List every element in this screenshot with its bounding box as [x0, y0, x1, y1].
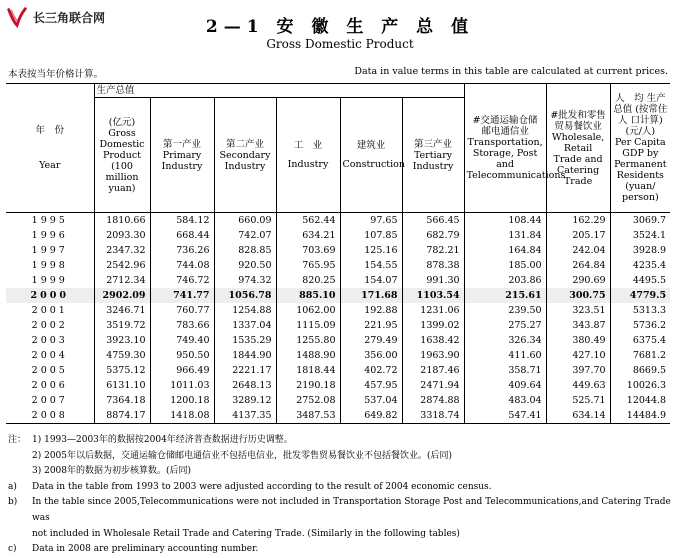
- footnote-text: not included in Wholesale Retail Trade and Catering Trade. (Similarly in the following tables): [32, 528, 460, 539]
- transport-cell: 108.44: [464, 213, 546, 229]
- footnote-mark: 注：: [8, 435, 27, 445]
- table-row: [6, 378, 670, 393]
- page-subtitle: Gross Domestic Product: [266, 37, 414, 51]
- construction-cell: 192.88: [340, 303, 402, 318]
- construction-cell: 97.65: [340, 213, 402, 229]
- header-row-1: [6, 84, 670, 98]
- secondary-cell: 1337.04: [214, 318, 276, 333]
- primary-header: [150, 98, 214, 213]
- industry-cell: 1255.80: [276, 333, 340, 348]
- table-row: [6, 213, 670, 229]
- secondary-cell: 3289.12: [214, 393, 276, 408]
- percapita-cell: 12044.8: [610, 393, 670, 408]
- primary-cell: 584.12: [150, 213, 214, 229]
- construction-cell: 537.04: [340, 393, 402, 408]
- industry-cell: 562.44: [276, 213, 340, 229]
- wholesale-cell: 264.84: [546, 258, 610, 273]
- year-cell: 2006: [31, 380, 68, 391]
- gdp-cell: 8874.17: [94, 408, 150, 424]
- wholesale-cell: 343.87: [546, 318, 610, 333]
- transport-cell: 239.50: [464, 303, 546, 318]
- tertiary-cell: 2471.94: [402, 378, 464, 393]
- wholesale-cell: 427.10: [546, 348, 610, 363]
- wholesale-cell: 449.63: [546, 378, 610, 393]
- table-row: [6, 228, 670, 243]
- tertiary-header-en: Tertiary Industry: [412, 149, 454, 172]
- table-row: [6, 318, 670, 333]
- tertiary-cell: 1638.42: [402, 333, 464, 348]
- tertiary-cell: 566.45: [402, 213, 464, 229]
- year-cell: 2001: [31, 305, 68, 316]
- tertiary-cell: 2187.46: [402, 363, 464, 378]
- primary-cell: 746.72: [150, 273, 214, 288]
- gdp-table: [6, 83, 670, 424]
- wholesale-cell: 162.29: [546, 213, 610, 229]
- wholesale-header-cn: #批发和零售 贸易餐饮业: [550, 109, 606, 132]
- gdp-header-line: (亿元): [108, 116, 136, 128]
- year-cell: 1997: [31, 245, 68, 256]
- primary-cell: 736.26: [150, 243, 214, 258]
- transport-cell: 547.41: [464, 408, 546, 424]
- table-row: [6, 348, 670, 363]
- secondary-cell: 4137.35: [214, 408, 276, 424]
- tertiary-cell: 878.38: [402, 258, 464, 273]
- industry-cell: 634.21: [276, 228, 340, 243]
- percapita-cell: 5736.2: [610, 318, 670, 333]
- table-row: [6, 243, 670, 258]
- secondary-cell: 2648.13: [214, 378, 276, 393]
- price-note-cn: 本表按当年价格计算。: [8, 69, 104, 80]
- construction-cell: 279.49: [340, 333, 402, 348]
- construction-cell: 154.55: [340, 258, 402, 273]
- secondary-cell: 1254.88: [214, 303, 276, 318]
- tertiary-cell: 2874.88: [402, 393, 464, 408]
- construction-cell: 107.85: [340, 228, 402, 243]
- construction-cell: 457.95: [340, 378, 402, 393]
- primary-cell: 749.40: [150, 333, 214, 348]
- wholesale-header-en: Wholesale, Retail Trade and Catering Trade: [551, 131, 605, 187]
- percapita-cell: 7681.2: [610, 348, 670, 363]
- percapita-cell: 6375.4: [610, 333, 670, 348]
- table-row: [6, 393, 670, 408]
- primary-header-en: Primary Industry: [161, 149, 203, 172]
- percapita-header-en: Per Capita GDP by Permanent Residents (yuan/ person): [614, 137, 667, 203]
- transport-cell: 483.04: [464, 393, 546, 408]
- primary-cell: 741.77: [150, 288, 214, 303]
- year-cell: 2004: [31, 350, 68, 361]
- transport-cell: 275.27: [464, 318, 546, 333]
- percapita-cell: 4235.4: [610, 258, 670, 273]
- percapita-cell: 3928.9: [610, 243, 670, 258]
- footnote-mark: [8, 527, 32, 543]
- industry-cell: 820.25: [276, 273, 340, 288]
- construction-cell: 125.16: [340, 243, 402, 258]
- gdp-table-body: [6, 213, 670, 424]
- year-cell: 2005: [31, 365, 68, 376]
- footnotes: [8, 433, 678, 558]
- construction-cell: 649.82: [340, 408, 402, 424]
- industry-cell: 2752.08: [276, 393, 340, 408]
- wholesale-cell: 397.70: [546, 363, 610, 378]
- construction-cell: 402.72: [340, 363, 402, 378]
- gdp-cell: 2712.34: [94, 273, 150, 288]
- footnote-cn-1: [8, 433, 678, 449]
- industry-header-en: Industry: [287, 159, 329, 170]
- tertiary-cell: 1963.90: [402, 348, 464, 363]
- construction-header: [340, 98, 405, 213]
- year-header-en: Year: [39, 160, 61, 171]
- year-cell: 2002: [31, 320, 68, 331]
- year-cell: 2008: [6, 408, 94, 424]
- tertiary-cell: 991.30: [402, 273, 464, 288]
- gdp-cell: 3923.10: [94, 333, 150, 348]
- secondary-cell: 660.09: [214, 213, 276, 229]
- footnote-mark: c): [8, 544, 17, 555]
- gdp-cell: 4759.30: [94, 348, 150, 363]
- percapita-cell: 14484.9: [610, 408, 670, 424]
- footnote-mark: [8, 464, 32, 480]
- percapita-cell: 10026.3: [610, 378, 670, 393]
- secondary-header: [214, 98, 276, 213]
- table-row: [6, 333, 670, 348]
- industry-cell: 2190.18: [276, 378, 340, 393]
- percapita-cell: 4495.5: [610, 273, 670, 288]
- transport-cell: 411.60: [464, 348, 546, 363]
- gdp-header-line: yuan): [108, 182, 136, 194]
- transport-cell: 131.84: [464, 228, 546, 243]
- transport-cell: 185.00: [464, 258, 546, 273]
- industry-header: [276, 98, 340, 213]
- footnote-en-c: [8, 542, 678, 558]
- construction-cell: 171.68: [340, 288, 402, 303]
- transport-header-cn: #交通运输仓储 邮电通信业: [472, 115, 538, 137]
- gdp-header-line: (100 million: [105, 160, 139, 183]
- gdp-cell: 2542.96: [94, 258, 150, 273]
- year-cell: 2000: [6, 288, 94, 303]
- gdp-cell: 3246.71: [94, 303, 150, 318]
- transport-cell: 358.71: [464, 363, 546, 378]
- secondary-cell: 920.50: [214, 258, 276, 273]
- footnote-mark: [8, 449, 32, 465]
- gdp-cell: 1810.66: [94, 213, 150, 229]
- gdp-cell: 7364.18: [94, 393, 150, 408]
- year-cell: 2007: [31, 395, 68, 406]
- percapita-header: [610, 84, 670, 213]
- primary-cell: 760.77: [150, 303, 214, 318]
- footnote-mark: b): [8, 497, 18, 508]
- tertiary-header: [402, 98, 464, 213]
- year-header: [6, 84, 94, 213]
- transport-header-en: Transportation, Storage, Post and Telecommunications: [466, 137, 566, 181]
- footnote-text: 1) 1993—2003年的数据按2004年经济普查数据进行历史调整。: [32, 435, 293, 445]
- year-cell: 2003: [31, 335, 68, 346]
- footnote-cn-3: [8, 464, 678, 480]
- tertiary-cell: 682.79: [402, 228, 464, 243]
- wholesale-cell: 300.75: [546, 288, 610, 303]
- transport-cell: 326.34: [464, 333, 546, 348]
- primary-cell: 966.49: [150, 363, 214, 378]
- transport-cell: 164.84: [464, 243, 546, 258]
- secondary-cell: 1056.78: [214, 288, 276, 303]
- wholesale-cell: 323.51: [546, 303, 610, 318]
- percapita-cell: 3524.1: [610, 228, 670, 243]
- industry-cell: 765.95: [276, 258, 340, 273]
- industry-cell: 1115.09: [276, 318, 340, 333]
- percapita-cell: 5313.3: [610, 303, 670, 318]
- secondary-header-cn: 第二产业: [225, 138, 264, 150]
- primary-cell: 668.44: [150, 228, 214, 243]
- wholesale-cell: 634.14: [546, 408, 610, 424]
- footnote-mark: a): [8, 481, 17, 492]
- secondary-cell: 742.07: [214, 228, 276, 243]
- primary-header-cn: 第一产业: [162, 138, 201, 150]
- footnote-en-b-cont: [8, 527, 678, 543]
- footnote-text: Data in the table from 1993 to 2003 were adjusted according to the result of 2004 economic census.: [32, 481, 492, 492]
- year-header-cn: 年 份: [35, 125, 64, 136]
- page-title: 2—1 安 徽 生 产 总 值: [205, 17, 475, 37]
- tertiary-cell: 3318.74: [402, 408, 464, 424]
- wholesale-cell: 242.04: [546, 243, 610, 258]
- gdp-cell: 2347.32: [94, 243, 150, 258]
- footnote-text: Data in 2008 are preliminary accounting number.: [32, 544, 259, 555]
- gdp-header-line: Gross: [108, 127, 136, 139]
- secondary-cell: 828.85: [214, 243, 276, 258]
- transport-cell: 409.64: [464, 378, 546, 393]
- footnote-cn-2: [8, 449, 678, 465]
- industry-cell: 1488.90: [276, 348, 340, 363]
- primary-cell: 1011.03: [150, 378, 214, 393]
- table-row: [6, 258, 670, 273]
- wholesale-header: [546, 84, 610, 213]
- wholesale-cell: 380.49: [546, 333, 610, 348]
- secondary-cell: 1844.90: [214, 348, 276, 363]
- year-cell: 1996: [31, 230, 68, 241]
- percapita-cell: 4779.5: [610, 288, 670, 303]
- logo-text: 长三角联合网: [33, 10, 106, 25]
- year-cell: 1995: [31, 215, 68, 226]
- primary-cell: 744.08: [150, 258, 214, 273]
- percapita-cell: 8669.5: [610, 363, 670, 378]
- transport-cell: 203.86: [464, 273, 546, 288]
- table-row: [6, 303, 670, 318]
- year-cell: 1999: [31, 275, 68, 286]
- table-row: [6, 408, 670, 424]
- table-row: [6, 288, 670, 303]
- industry-cell: 1062.00: [276, 303, 340, 318]
- tertiary-cell: 1231.06: [402, 303, 464, 318]
- tertiary-header-cn: 第三产业: [414, 138, 453, 150]
- gdp-header: [94, 98, 150, 213]
- transport-header: [464, 84, 566, 213]
- price-note-en: Data in value terms in this table are calculated at current prices.: [354, 66, 668, 77]
- primary-cell: 1418.08: [150, 408, 214, 424]
- gdp-cell: 2902.09: [94, 288, 150, 303]
- tertiary-cell: 1399.02: [402, 318, 464, 333]
- gdp-cell: 3519.72: [94, 318, 150, 333]
- transport-cell: 215.61: [464, 288, 546, 303]
- secondary-cell: 1535.29: [214, 333, 276, 348]
- primary-cell: 1200.18: [150, 393, 214, 408]
- secondary-header-en: Secondary Industry: [219, 149, 271, 172]
- tertiary-cell: 1103.54: [402, 288, 464, 303]
- footnote-text: 2) 2005年以后数据，交通运输仓储邮电通信业不包括电信业，批发零售贸易餐饮业不包括餐饮业。(后同): [32, 450, 453, 461]
- industry-header-cn: 工 业: [293, 140, 323, 151]
- industry-cell: 885.10: [276, 288, 340, 303]
- construction-header-en: Construction: [342, 159, 405, 170]
- percapita-header-cn: 人 均 生产总值 (按常住人 口计算) (元/人): [613, 93, 668, 137]
- percapita-cell: 3069.7: [610, 213, 670, 229]
- year-cell: 1998: [31, 260, 68, 271]
- construction-cell: 154.07: [340, 273, 402, 288]
- primary-cell: 950.50: [150, 348, 214, 363]
- footnote-en-b: [8, 495, 678, 526]
- construction-cell: 221.95: [340, 318, 402, 333]
- footnote-text: In the table since 2005,Telecommunications were not included in Transportation Storage Post and Telecommunications,and Catering Trade was: [32, 497, 671, 523]
- wholesale-cell: 205.17: [546, 228, 610, 243]
- construction-header-cn: 建筑业: [356, 140, 386, 151]
- construction-cell: 356.00: [340, 348, 402, 363]
- wholesale-cell: 525.71: [546, 393, 610, 408]
- footnote-text: 3) 2008年的数据为初步核算数。(后同): [32, 466, 192, 477]
- gdp-header-line: Product: [103, 149, 141, 161]
- table-row: [6, 273, 670, 288]
- primary-cell: 783.66: [150, 318, 214, 333]
- wholesale-cell: 290.69: [546, 273, 610, 288]
- secondary-cell: 2221.17: [214, 363, 276, 378]
- gdp-group-header: 生产总值: [94, 84, 464, 98]
- gdp-cell: 6131.10: [94, 378, 150, 393]
- secondary-cell: 974.32: [214, 273, 276, 288]
- gdp-cell: 2093.30: [94, 228, 150, 243]
- gdp-header-line: Domestic: [99, 138, 145, 150]
- industry-cell: 1818.44: [276, 363, 340, 378]
- industry-cell: 703.69: [276, 243, 340, 258]
- footnote-en-a: [8, 480, 678, 496]
- tertiary-cell: 782.21: [402, 243, 464, 258]
- table-row: [6, 363, 670, 378]
- industry-cell: 3487.53: [276, 408, 340, 424]
- gdp-cell: 5375.12: [94, 363, 150, 378]
